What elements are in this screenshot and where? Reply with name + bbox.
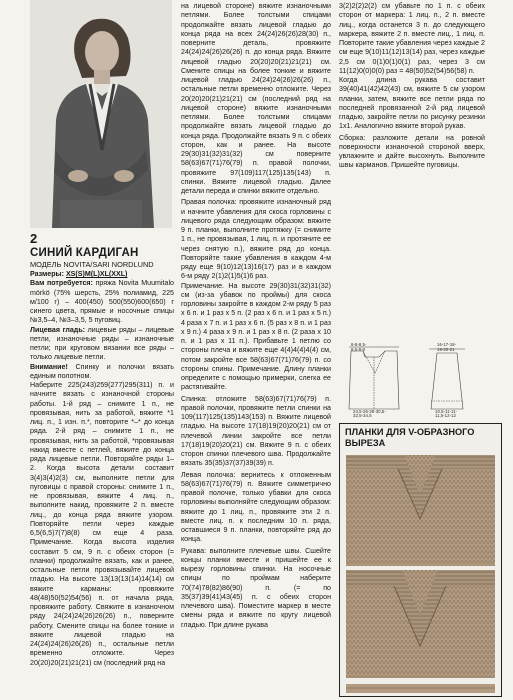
materials-label: Вам потребуется: (30, 279, 93, 288)
knit-swatch-2 (346, 570, 495, 678)
sidebar-title (345, 427, 474, 449)
knit-swatch-2-image (346, 570, 495, 678)
left-front-paragraph: Левая полочка: вернитесь к отложенным 58(63)67(71)76(79) п. Вяжите симметрично правой полочке, только убавки для скоса горловины выполняйте следующим образом: вяжите до 1 лиц. п., провяжите эти 2 п. вместе лиц. п. к последним 10 п. ряда, оставшиеся 9 п. планки, повторяйте ряд до конца. (181, 470, 331, 544)
column-middle (181, 2, 331, 630)
sleeves-paragraph: Рукава: выполните плечевые швы. Сшейте концы планки вместе и пришейте ее к вырезу горловины спинки. На носочные спицы по проймам наберите 70(74)78(82)86(90) п. (= по 35(37)39(41)43(45) п. с обеих сторон плечевого шва). Поместите маркер в месте смены ряда и вяжите по кругу лицевой гладью. При длине рукава (181, 546, 331, 629)
face-stitch-label: Лицевая гладь: (30, 325, 86, 334)
schema-label-5: 24,5-26-28-30,5- (353, 409, 386, 414)
sleeve-decreases-paragraph: 3(2)2(2)2(2) см убавьте по 1 п. с обеих сторон от маркера: 1 лиц. п., 2 п. вместе лиц., когда останется 3 п. до следующего маркера, вяжите 2 п. вместе лиц., 1 лиц. п. Повторите такие убавления через каждые 2 см еще 9(10)11(12)13(14) раз, через каждые 2,5 см 0(1)0(1)0(1) раз, через 3 см 11(12)0(0)0(0) раз = 48(50)52(54)56(58) п. (339, 2, 485, 75)
materials-paragraph (30, 279, 174, 325)
schema-label-8: 11,5-12-12 (435, 413, 456, 418)
schema-label-3: 16-17-18- (437, 342, 457, 347)
schema-label-2: 8,5-9-9 (351, 347, 365, 352)
pattern-number: 2 (30, 231, 38, 246)
sidebar-title-line-2: ВЫРЕЗА (345, 438, 386, 448)
knit-swatch-1-image (346, 455, 495, 566)
back-paragraph: Спинка: отложите 58(63)67(71)76(79) п. правой полочки, провяжите петли спинки на 109(117)125(135)143(153) п. Вяжите лицевой гладью. На высоте 17(18)19(20)20(21) см от плечевой линии закройте все петли 17(18)19(20)20(21) см. Вяжите 9 п. с обеих сторон спинки плечевого шва. Продолжайте вязать 35(35)37(37)39(39) п. (181, 394, 331, 468)
middle-paragraph: на лицевой стороне) вяжите изнаночными петлями. Более толстыми спицами продолжайте вязать лицевой гладью до конца ряда на всех 24(24)26(26)28(30) п., поверните деталь, провяжите 24(24)24(26)26(26) п. до конца ряда. Вяжите лицевой гладью 20(20)20(21)21(21) см. Смените спицы на более тонкие и вяжите лицевой гладью 24(24)24(26)26(26) п., остальные петли временно отложите. Через 20(20)20(21)21(21) см (последний ряд на лицевой стороне) вяжите изнаночными петлями. Более толстыми спицами продолжайте вязать лицевой гладью до конца ряда. Продолжайте вязать 9 п. с обеих сторон, как и ранее. На высоте 29(30)31(32)31(32) см поверните 58(63)67(71)76(79) п. правой полочки, провяжите 97(109)117(125)135(143) п. спинки. Вяжите лицевой гладью. Далее детали переда и спинки вяжите отдельно. (181, 2, 331, 195)
materials-text: пряжа Novita Muumitalo mörkö (75% шерсть, 25% полиамид, 225 м/100 г) – 400(450) 500(550)600(650) г синего цвета, прямые и носочные спицы №3,5–4, №3–3,5, 5 пуговиц. (30, 279, 174, 325)
sizes-label: Размеры: (30, 270, 64, 278)
note-label: Внимание! (30, 362, 68, 371)
schema-label-7: 10,5-11-11- (435, 409, 458, 414)
schematic-drawing (339, 343, 499, 417)
sizes-value: XS(S)M(L)XL(XXL) (65, 270, 128, 278)
model-photo-illustration (30, 0, 172, 228)
pattern-schematic (339, 343, 499, 417)
model-photo (30, 0, 172, 228)
schema-label-4: 19-20-21 (437, 347, 455, 352)
v-neck-bands-sidebar (339, 423, 502, 697)
knit-swatch-3-image (346, 684, 495, 693)
sidebar-title-line-1: ПЛАНКИ ДЛЯ V-ОБРАЗНОГО (345, 427, 475, 437)
assembly-paragraph: Сборка: разложите детали на ровной поверхности изнаночной стороной вверх, увлажните и дайте высохнуть. Выполните швы карманов. Пришейте пуговицы. (339, 133, 485, 170)
knit-swatch-1 (346, 455, 495, 566)
note-paragraph (30, 363, 174, 382)
note-paragraph-2: Примечание. На высоте 29(30)31(32)31(32) см (из-за убавок по проймы) для скоса горловины закройте в каждом 2-м ряду 5 раз х 6 п. и 1 раз х 5 п. (2 раз х 6 п. и 1 раз х 5 п.) 4 раза х 7 п. и 1 раз х 6 п. (5 раз х 8 п. и 1 раз х 9 п.) 4 раза х 9 п. и 1 раз х 8 п. (2 раза х 10 п. и 1 раз х 11 п.). Прибавьте 1 петлю со стороны плеча и вяжите еще 4(4)4(4)4(4) см, потом закройте все 58(63)67(71)76(79) п. со стороны спины. Примечание. Длину планки определите с помощью примерки, слегка ее растягивайте. (181, 281, 331, 392)
note-text: Спинку и полочки вязать единым полотном. (30, 362, 174, 380)
pattern-model: МОДЕЛЬ NOVITA/SARI NORDLUND (30, 260, 154, 269)
sleeve-length-paragraph: Когда длина рукава составит 39(40)41(42)42(43) см, вяжите 5 см узором планки, затем, вяжите все петли ряда по последней провязанной 2-й ряд лицевой гладью, закройте петли по рисунку резинки 1х1. Аналогично вяжите второй рукав. (339, 76, 485, 131)
column-right (339, 2, 485, 171)
right-front-paragraph: Правая полочка: провяжите изнаночный ряд и начните убавления для скоса горловины с лицевого ряда следующим образом: вяжите 9 п. планки, выполните протяжку (= снимите 1 п., не провязывая, 1 лиц. п. и протяните ее через снятую п.), вяжите ряд до конца. Повторяйте такие убавления в каждом 4-м ряду еще 9(10)12(13)16(17) раз и в каждом 6-м ряду 2(1)2(1)5(1)6 раз. (181, 198, 331, 281)
column-left (30, 231, 174, 668)
sizes-line (30, 270, 174, 279)
knit-swatch-3 (346, 684, 495, 693)
schema-label-1: 8-8-8,5- (351, 342, 367, 347)
face-stitch-paragraph (30, 326, 174, 363)
schema-label-6: 32,5-34,5 (353, 413, 372, 418)
face-stitch-text: лицевые ряды – лицевые петли, изнаночные ряды – изнаночные петли; при круговом вязании все ряды – только лицевые петли. (30, 325, 174, 362)
pattern-title: СИНИЙ КАРДИГАН (30, 247, 139, 259)
body-instructions: Наберите 225(243)259(277)295(311) п. и начните вязать с изнаночной стороны работы. 1-й ряд – снимите 1 п., не провязывая, нить за работой, вяжите *1 лиц. п., 1 изн. п.*, повторите *–* до конца ряда. 2-й ряд – снимите 1 п., не провязывая, нить за работой, *провязывая накид вместе с петлей, вяжите до конца ряда лицевые петли. Повторяйте ряды 1–2. Когда высота детали составит 3(4)3(4)2(3) см, выполните петли для пуговицы с правой стороны: снимите 1 п., не провязывая, вяжите 4 лиц. п., выполните накид, провяжите 2 п. вместе лиц., до конца ряда вяжите узором. Повторяйте петли через каждые 6,5(6,5)7(7)8(8) см еще 4 раза. Примечание. Когда высота изделия составит 5 см, 9 п. с обеих сторон (= планки) продолжайте вязать, как и ранее, остальные петли провязывайте лицевой гладью. На высоте 13(13(13(14)14(14) см вяжите карманы: провяжите 48(48)50(52)54(56) п. от начала ряда, провяжите работу. Свяжите в изнаночном ряду 24(24)24(26)26(26) п., поверните работу. Смените спицы на более тонкие и вяжите лицевой гладью на 24(24)24(26)26(26) п., остальные петли временно отложите. Через 20(20)20(21)21(21) см (последний ряд на (30, 381, 174, 667)
